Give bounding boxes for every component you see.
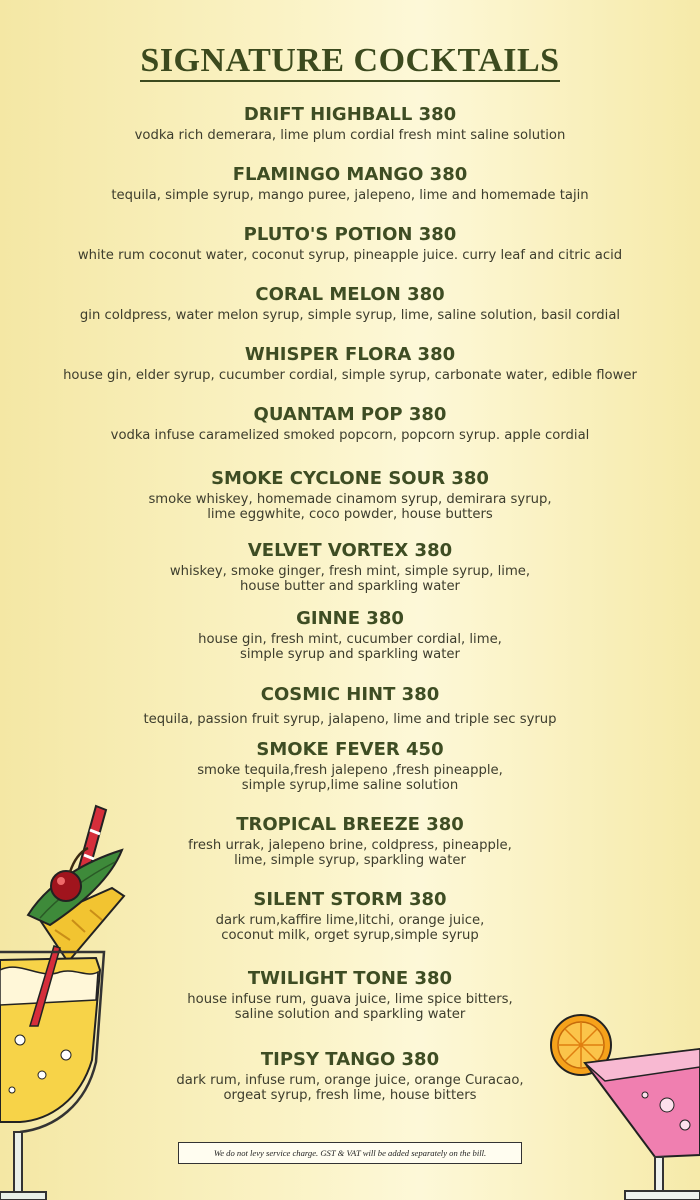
pineapple-cocktail-illustration — [0, 800, 130, 1200]
menu-item — [0, 104, 700, 143]
item-description: house gin, elder syrup, cucumber cordial, simple syrup, carbonate water, edible flower — [63, 368, 637, 383]
item-description: whiskey, smoke ginger, fresh mint, simple syrup, lime, house butter and sparkling water — [169, 564, 531, 594]
item-description: tequila, simple syrup, mango puree, jalepeno, lime and homemade tajin — [111, 188, 589, 203]
pink-martini-illustration — [545, 1005, 700, 1200]
menu-item — [0, 404, 700, 443]
item-name: VELVET VORTEX 380 — [247, 540, 453, 561]
menu-item — [0, 608, 700, 662]
item-description: gin coldpress, water melon syrup, simple syrup, lime, saline solution, basil cordial — [79, 308, 621, 323]
item-name: TROPICAL BREEZE 380 — [236, 814, 464, 835]
item-name: CORAL MELON 380 — [255, 284, 445, 305]
item-description: white rum coconut water, coconut syrup, pineapple juice. curry leaf and citric acid — [77, 248, 623, 263]
menu-item — [0, 540, 700, 594]
menu-item — [0, 739, 700, 793]
item-description: dark rum,kaffire lime,litchi, orange juice, coconut milk, orget syrup,simple syrup — [215, 913, 485, 943]
menu-item — [0, 284, 700, 323]
item-name: TWILIGHT TONE 380 — [247, 968, 453, 989]
menu-item — [0, 684, 700, 727]
item-name: TIPSY TANGO 380 — [260, 1049, 440, 1070]
item-description: smoke whiskey, homemade cinamom syrup, demirara syrup, lime eggwhite, coco powder, house butters — [148, 492, 552, 522]
item-name: DRIFT HIGHBALL 380 — [243, 104, 457, 125]
item-name: SMOKE FEVER 450 — [256, 739, 444, 760]
item-name: FLAMINGO MANGO 380 — [232, 164, 468, 185]
item-name: SILENT STORM 380 — [253, 889, 447, 910]
menu-title — [0, 42, 700, 80]
item-description: vodka infuse caramelized smoked popcorn, popcorn syrup. apple cordial — [110, 428, 590, 443]
menu-item — [0, 224, 700, 263]
item-name: PLUTO'S POTION 380 — [243, 224, 457, 245]
item-description: dark rum, infuse rum, orange juice, orange Curacao, orgeat syrup, fresh lime, house bitters — [176, 1073, 524, 1103]
item-description: smoke tequila,fresh jalepeno ,fresh pineapple, simple syrup,lime saline solution — [197, 763, 503, 793]
item-name: GINNE 380 — [296, 608, 404, 629]
item-description: fresh urrak, jalepeno brine, coldpress, pineapple, lime, simple syrup, sparkling water — [188, 838, 512, 868]
menu-item — [0, 164, 700, 203]
item-description: house gin, fresh mint, cucumber cordial, lime, simple syrup and sparkling water — [198, 632, 502, 662]
item-name: WHISPER FLORA 380 — [244, 344, 456, 365]
item-description: tequila, passion fruit syrup, jalapeno, lime and triple sec syrup — [143, 712, 557, 727]
menu-item — [0, 344, 700, 383]
item-description: vodka rich demerara, lime plum cordial fresh mint saline solution — [134, 128, 566, 143]
item-name: QUANTAM POP 380 — [253, 404, 447, 425]
menu-title-text: SIGNATURE COCKTAILS — [140, 42, 559, 82]
item-name: COSMIC HINT 380 — [260, 684, 440, 705]
item-description: house infuse rum, guava juice, lime spice bitters, saline solution and sparkling water — [187, 992, 513, 1022]
menu-item — [0, 468, 700, 522]
item-name: SMOKE CYCLONE SOUR 380 — [211, 468, 489, 489]
service-charge-note: We do not levy service charge. GST & VAT will be added separately on the bill. — [178, 1142, 522, 1164]
